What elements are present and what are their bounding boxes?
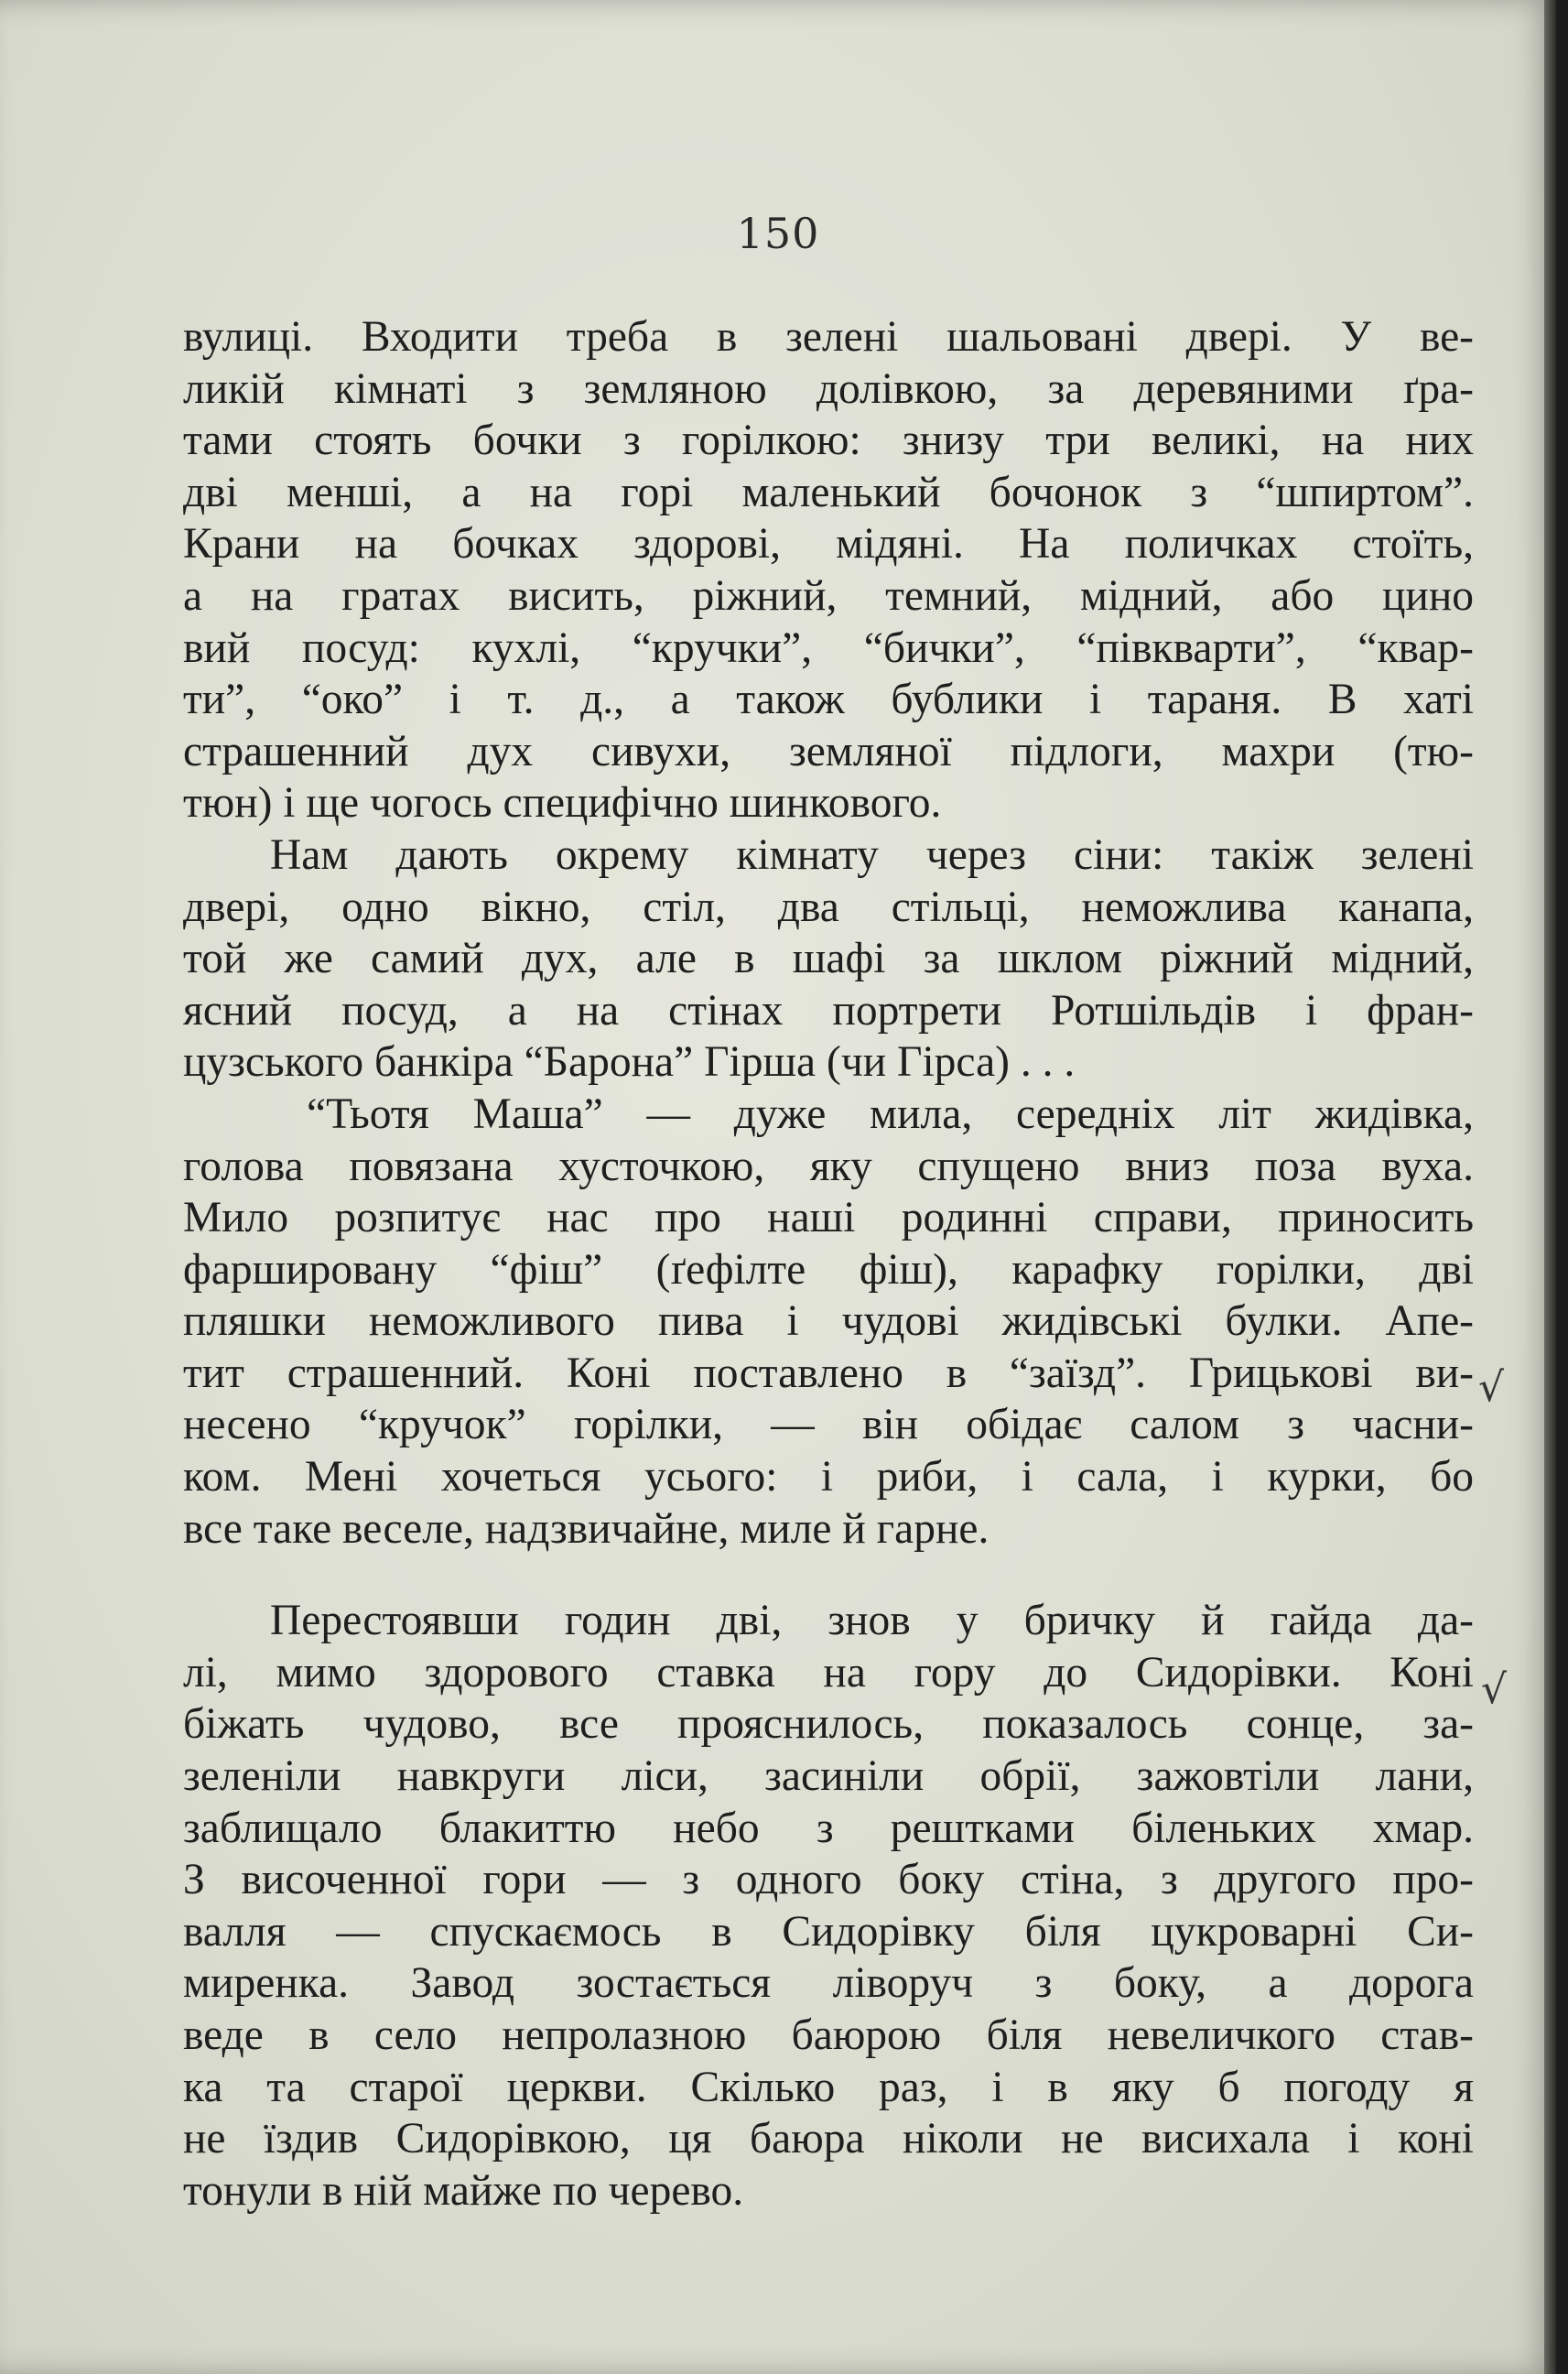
text-line: ти”, “око” і т. д., а також бублики і тараня. В хаті <box>183 676 1474 724</box>
text-line: Нам дають окрему кімнату через сіни: такіж зелені <box>270 830 1474 879</box>
paragraph <box>183 311 1474 829</box>
text-line: голова повязана хусточкою, яку спущено вниз поза вуха. <box>183 1142 1474 1190</box>
text-line: Перестоявши годин дві, знов у бричку й гайда да- <box>270 1597 1474 1645</box>
text-line: не їздив Сидорівкою, ця баюра ніколи не висихала і коні <box>183 2115 1474 2163</box>
text-line: вий посуд: кухлі, “кручки”, “бички”, “півкварти”, “квар- <box>183 623 1474 672</box>
margin-checkmark: √ <box>1481 1666 1508 1713</box>
text-line: тюн) і ще чогось специфічно шинкового. <box>183 779 942 828</box>
text-line: ликій кімнаті з земляною долівкою, за деревяними ґра- <box>183 364 1474 413</box>
text-line: тит страшенний. Коні поставлено в “заїзд”. Грицькові ви- <box>183 1349 1474 1397</box>
section-gap <box>183 1555 1474 1595</box>
text-line: зеленіли навкруги ліси, засиніли обрії, зажовтіли лани, <box>183 1752 1474 1801</box>
text-line: несено “кручок” горілки, — він обідає салом з часни- <box>183 1401 1474 1449</box>
paragraph <box>183 1595 1474 2217</box>
text-line: Крани на бочках здорові, мідяні. На поличках стоїть, <box>183 520 1474 569</box>
text-line: заблищало блакиттю небо з рештками біленьких хмар. <box>183 1804 1474 1852</box>
page-edge <box>1544 0 1556 2374</box>
text-line: лі, мимо здорового ставка на гору до Сидорівки. Коні <box>183 1648 1474 1696</box>
text-line: цузського банкіра “Барона” Гірша (чи Гірса) . . . <box>183 1038 1076 1087</box>
text-line: тонули в ній майже по черево. <box>183 2166 744 2215</box>
text-line: пляшки неможливого пива і чудові жидівські булки. Апе- <box>183 1297 1474 1346</box>
text-line: двері, одно вікно, стіл, два стільці, неможлива канапа, <box>183 883 1474 931</box>
page-text <box>183 311 1474 2217</box>
text-line: біжать чудово, все прояснилось, показалось сонце, за- <box>183 1700 1474 1749</box>
text-line: а на гратах висить, ріжний, темний, мідний, або цино <box>183 571 1474 620</box>
text-line: веде в село непролазною баюрою біля невеличкого став- <box>183 2011 1474 2059</box>
text-line: все таке веселе, надзвичайне, миле й гарне. <box>183 1504 989 1553</box>
text-line: фаршировану “фіш” (ґефілте фіш), карафку горілки, дві <box>183 1245 1474 1294</box>
paragraph <box>183 829 1474 1089</box>
page-number: 150 <box>736 209 820 258</box>
text-line: миренка. Завод зостається ліворуч з боку, а дорога <box>183 1959 1474 2008</box>
margin-checkmark: √ <box>1478 1364 1505 1411</box>
text-line: тами стоять бочки з горілкою: знизу три великі, на них <box>183 417 1474 465</box>
text-line: страшенний дух сивухи, земляної підлоги, махри (тю- <box>183 727 1474 775</box>
text-line: “Тьотя Маша” — дуже мила, середніх літ жидівка, <box>307 1089 1474 1138</box>
paragraph <box>183 1089 1474 1555</box>
text-line: вулиці. Входити треба в зелені шальовані двері. У ве- <box>183 313 1474 361</box>
text-line: Мило розпитує нас про наші родинні справи, приносить <box>183 1194 1474 1242</box>
text-line: валля — спускаємось в Сидорівку біля цукроварні Си- <box>183 1907 1474 1956</box>
text-line: дві менші, а на горі маленький бочонок з “шпиртом”. <box>183 468 1474 516</box>
text-line: ком. Мені хочеться усього: і риби, і сала, і курки, бо <box>183 1453 1474 1501</box>
text-line: З височенної гори — з одного боку стіна, з другого про- <box>183 1856 1474 1904</box>
text-line: ка та старої церкви. Скілько раз, і в яку б погоду я <box>183 2063 1474 2111</box>
text-line: ясний посуд, а на стінах портрети Ротшільдів і фран- <box>183 986 1474 1035</box>
text-line: той же самий дух, але в шафі за шклом ріжний мідний, <box>183 935 1474 983</box>
